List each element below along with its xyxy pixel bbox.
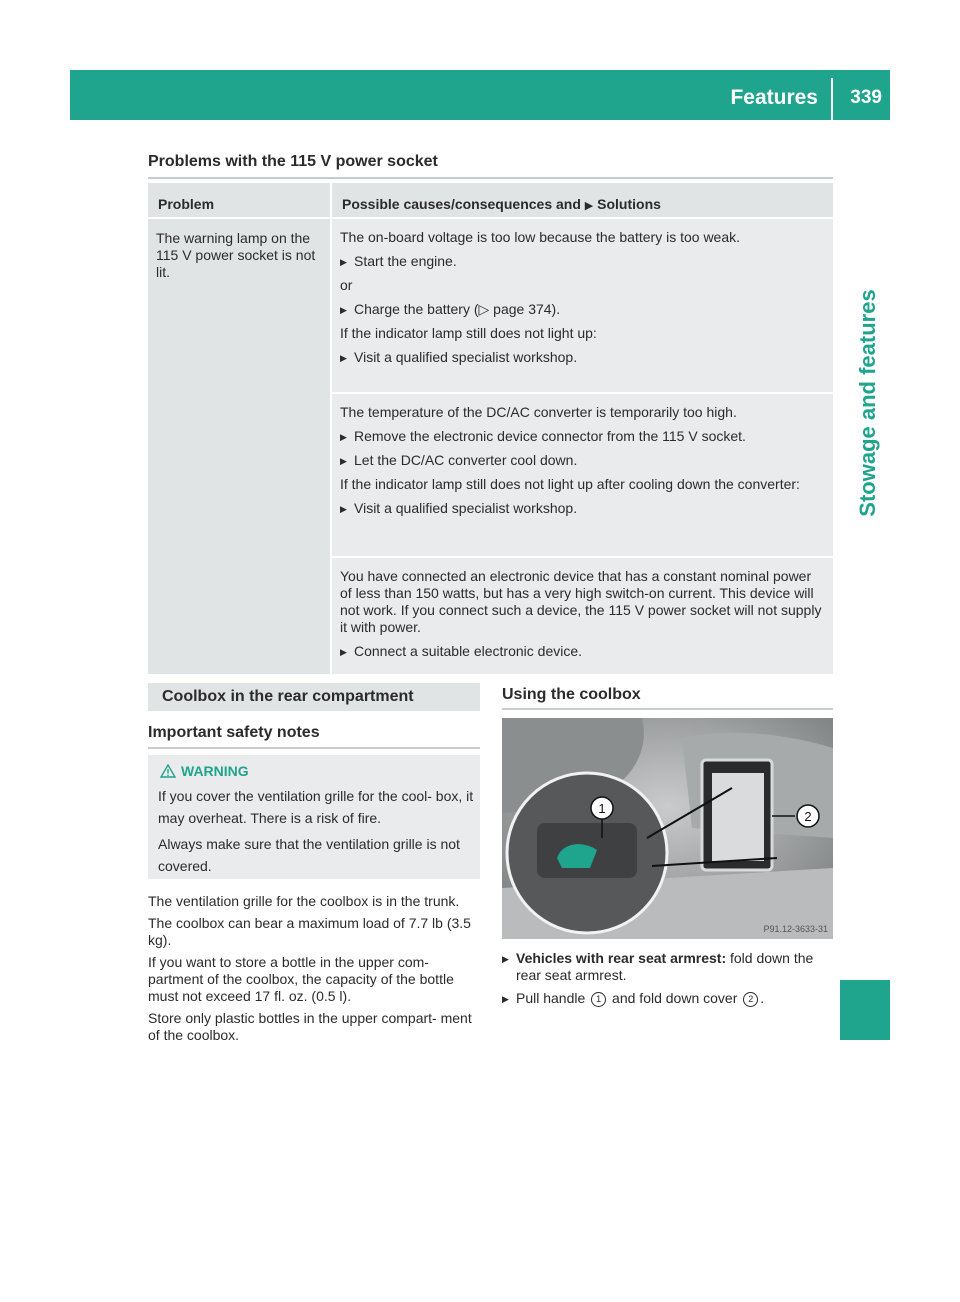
section-rule [502, 708, 833, 710]
step-text: and fold down cover [608, 990, 742, 1006]
col-header-solutions [332, 183, 833, 217]
warning-label: WARNING [181, 763, 249, 779]
solution-block-2 [332, 394, 833, 556]
step-item: ▶ Visit a qualified specialist workshop. [340, 500, 825, 517]
cause-text: The on-board voltage is too low because the battery is too weak. [340, 229, 741, 245]
problem-cell: The warning lamp on the 115 V power socket is not lit. [148, 219, 330, 674]
col-header-solutions-pre: Possible causes/consequences and [342, 196, 581, 212]
cause-text: You have connected an electronic device that has a constant nominal power of less than 150 watts, but has a very high switch-on current. This device will not work. If you connect such a device, the 115 V power socket will not supply it with power. [340, 568, 822, 635]
cause-text: The temperature of the DC/AC converter is temporarily too high. [340, 404, 737, 420]
step-item: ▶ Visit a qualified specialist workshop. [340, 349, 825, 366]
section-rule [148, 747, 480, 749]
solution-block-1 [332, 219, 833, 392]
arrow-right-icon: ▶ [584, 200, 594, 212]
step-text: Pull handle [516, 990, 590, 1006]
warning-triangle-icon [160, 764, 176, 778]
solution-block-3 [332, 558, 833, 674]
coolbox-illustration [502, 718, 833, 939]
step-item: ▶ Connect a suitable electronic device. [340, 643, 825, 660]
step-item: ▶ Charge the battery (▷ page 374). [340, 301, 825, 318]
col-header-problem: Problem [148, 183, 330, 217]
col-header-solutions-post: Solutions [597, 196, 661, 212]
body-paragraph: If you want to store a bottle in the upper com- partment of the coolbox, the capacity of the bottle must not exceed 17 fl. oz. (0.5 l). [148, 954, 454, 1004]
solutions-column [332, 219, 833, 674]
body-paragraph: The coolbox can bear a maximum load of 7.7 lb (3.5 kg). [148, 915, 471, 948]
warning-text: If you cover the ventilation grille for the cool- box, it may overheat. There is a risk of fire. [158, 788, 474, 826]
section-rule [148, 177, 833, 179]
callout-1: 1 [598, 801, 606, 816]
coolbox-section-title: Coolbox in the rear compartment [162, 688, 414, 705]
coolbox-body-text [148, 893, 483, 1049]
coolbox-photo [502, 718, 833, 939]
step-item [502, 990, 837, 1007]
callout-ref-2: 2 [743, 992, 758, 1007]
step-item: ▶ Start the engine. [340, 253, 825, 270]
side-tab-block [840, 980, 890, 1040]
step-text: . [760, 990, 765, 1006]
step-bold: Vehicles with rear seat armrest: [516, 950, 727, 966]
header-title: Features [730, 86, 818, 109]
step-item: ▶ Remove the electronic device connector from the 115 V socket. [340, 428, 825, 445]
step-item [502, 950, 837, 984]
step-item: ▶ Let the DC/AC converter cool down. [340, 452, 825, 469]
side-tab-label: Stowage and features [855, 289, 880, 517]
coolbox-section-bar [148, 683, 480, 711]
body-paragraph: Store only plastic bottles in the upper compart- ment of the coolbox. [148, 1010, 472, 1043]
note-text: If the indicator lamp still does not light up: [340, 325, 597, 341]
warning-heading [160, 760, 249, 782]
image-code: P91.12-3633-31 [763, 924, 828, 934]
or-text: or [340, 277, 353, 293]
side-tab [855, 190, 880, 610]
page-header [70, 70, 890, 120]
safety-notes-title: Important safety notes [148, 724, 320, 741]
warning-text: Always make sure that the ventilation grille is not covered. [158, 836, 460, 874]
note-text: If the indicator lamp still does not light up after cooling down the converter: [340, 476, 800, 492]
warning-body [158, 785, 474, 881]
callout-2: 2 [804, 809, 812, 824]
using-coolbox-title: Using the coolbox [502, 686, 641, 703]
step-text: fold down the rear seat armrest. [516, 950, 814, 983]
body-paragraph: The ventilation grille for the coolbox is in the trunk. [148, 893, 460, 909]
warning-box [148, 755, 480, 879]
section-title-power-socket: Problems with the 115 V power socket [148, 153, 438, 170]
page-number: 339 [850, 87, 882, 108]
table-body [148, 219, 833, 674]
using-steps [502, 950, 837, 1007]
header-separator [831, 78, 833, 120]
callout-ref-1: 1 [591, 992, 606, 1007]
problems-table [148, 183, 833, 674]
table-header-row [148, 183, 833, 217]
